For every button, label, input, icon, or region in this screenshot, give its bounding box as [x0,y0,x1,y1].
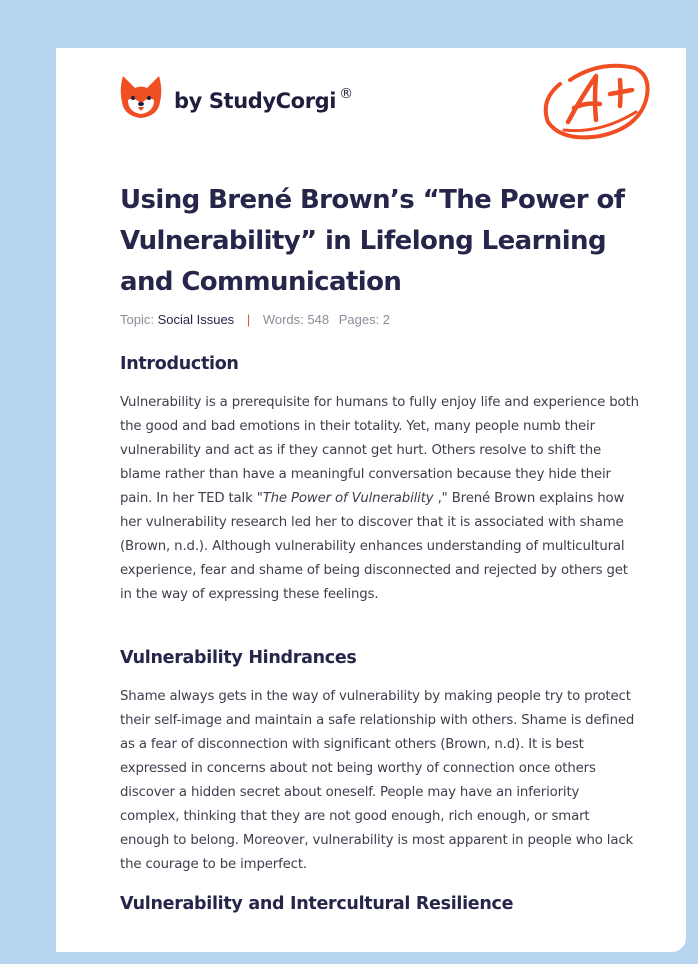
ted-talk-title: The Power of Vulnerability [262,491,434,506]
logo-text: by StudyCorgi ® [174,86,353,113]
document-card [56,48,686,952]
corgi-logo-icon [120,74,162,120]
meta-separator: | [246,312,251,327]
header [120,74,686,144]
topic-link[interactable]: Social Issues [157,312,235,327]
section-heading-hindrances: Vulnerability Hindrances [120,648,357,668]
studycorgi-logo[interactable] [120,74,353,120]
article-meta [120,312,390,327]
article-title: Using Brené Brown’s “The Power of Vulnerability” in Lifelong Learning and Communication [120,185,625,297]
page-count: Pages: 2 [338,312,391,327]
section-heading-intercultural-resilience: Vulnerability and Intercultural Resilience [120,894,514,914]
a-plus-grade-icon [540,60,652,142]
registered-mark: ® [339,86,353,102]
section-heading-introduction: Introduction [120,354,239,374]
section-paragraph-introduction: Vulnerability is a prerequisite for humans to fully enjoy life and experience both the good and bad emotions in their totality. Yet, many people numb their vulnerability and act as if they cannot get hurt. Others resolve to shift the blame rather than have a meaningful conversation because they hide their pain. In her TED talk "The Power of Vulnerability ," Brené Brown explains how her vulnerability research led her to discover that it is associated with shame (Brown, n.d.). Although vulnerability enhances understanding of multicultural experience, fear and shame of being disconnected and rejected by others get in the way of expressing these feelings. [120,395,639,602]
word-count: Words: 548 [262,312,330,327]
topic-label: Topic: [120,312,154,327]
section-paragraph-hindrances: Shame always gets in the way of vulnerability by making people try to protect their self-image and maintain a safe relationship with others. Shame is defined as a fear of disconnection with significant others (Brown, n.d). It is best expressed in concerns about not being worthy of connection once others discover a hidden secret about oneself. People may have an inferiority complex, thinking that they are not good enough, rich enough, or smart enough to belong. Moreover, vulnerability is most apparent in people who lack the courage to be imperfect. [120,689,635,872]
